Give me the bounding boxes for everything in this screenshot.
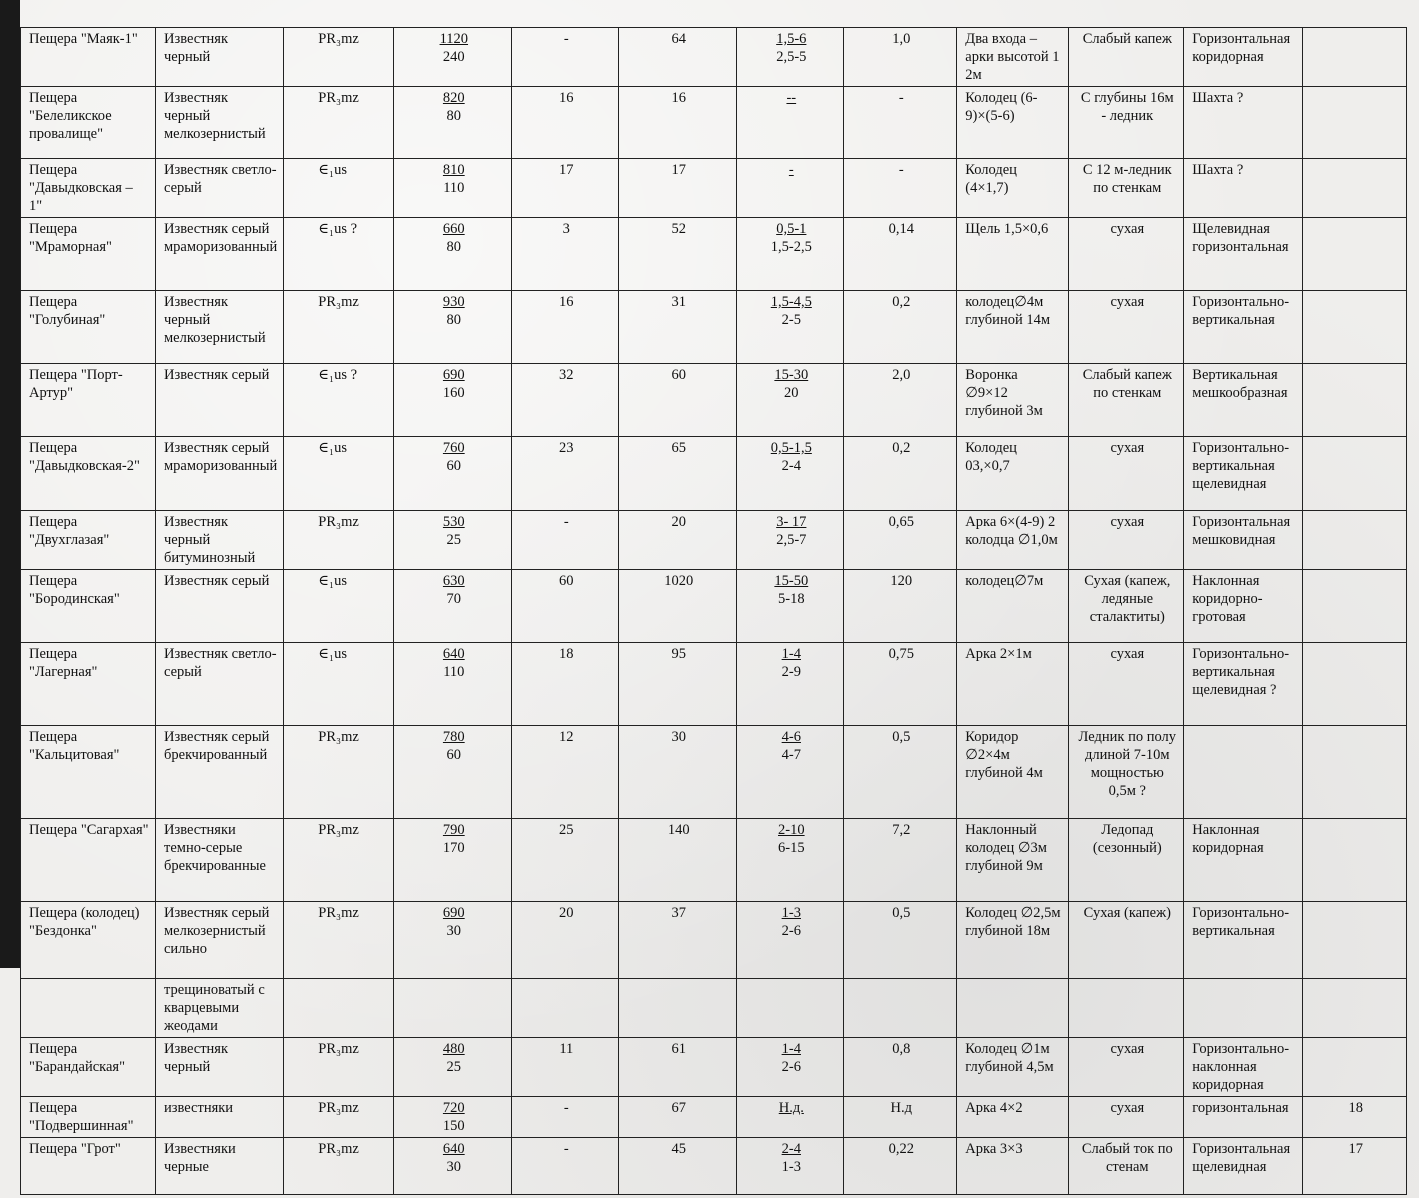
rock-cell: Известняк черный мелкозернистый xyxy=(156,87,284,159)
age-cell: PR₃mz xyxy=(284,1097,394,1138)
area-cell: 0,5 xyxy=(844,726,957,819)
age-cell: ∈₁us xyxy=(284,159,394,218)
table-row xyxy=(21,364,1407,437)
extra-cell: 18 xyxy=(1303,1097,1407,1138)
entrance-cell: колодец∅7м xyxy=(957,570,1069,643)
cave-type-cell: Горизонтально-наклонная коридорная xyxy=(1184,1038,1303,1097)
cave-type-cell: горизонтальная xyxy=(1184,1097,1303,1138)
water-cell: сухая xyxy=(1069,511,1184,570)
width-height-cell xyxy=(737,437,844,511)
height-value: 20 xyxy=(784,385,799,401)
entrance-cell: Колодец 03,×0,7 xyxy=(957,437,1069,511)
area-cell: 120 xyxy=(844,570,957,643)
extra-cell xyxy=(1303,159,1407,218)
rock-cell: Известняк черный xyxy=(156,1038,284,1097)
width-value: 15-30 xyxy=(774,367,809,383)
cave-type-cell xyxy=(1184,979,1303,1038)
table-row xyxy=(21,87,1407,159)
width-height-cell xyxy=(737,1097,844,1138)
length-cell: 64 xyxy=(619,28,737,87)
length-cell: 1020 xyxy=(619,570,737,643)
depth-cell: 11 xyxy=(512,1038,619,1097)
area-cell: Н.д xyxy=(844,1097,957,1138)
extra-cell xyxy=(1303,643,1407,726)
age-cell: ∈₁us ? xyxy=(284,218,394,291)
table-row xyxy=(21,159,1407,218)
width-height-cell xyxy=(737,979,844,1038)
width-height-cell xyxy=(737,87,844,159)
water-cell: сухая xyxy=(1069,643,1184,726)
length-cell: 45 xyxy=(619,1138,737,1195)
table-row xyxy=(21,902,1407,979)
extra-cell xyxy=(1303,218,1407,291)
rock-cell: трещиноватый с кварцевыми жеодами xyxy=(156,979,284,1038)
water-cell: С глубины 16м - ледник xyxy=(1069,87,1184,159)
length-cell: 37 xyxy=(619,902,737,979)
height-value: 2-4 xyxy=(781,458,801,474)
entrance-cell: Колодец ∅1м глубиной 4,5м xyxy=(957,1038,1069,1097)
table-row xyxy=(21,643,1407,726)
width-height-cell xyxy=(737,726,844,819)
altitude-abs: 820 xyxy=(442,90,465,106)
length-cell: 61 xyxy=(619,1038,737,1097)
table-row xyxy=(21,1097,1407,1138)
area-cell: 2,0 xyxy=(844,364,957,437)
entrance-cell xyxy=(957,979,1069,1038)
water-cell: сухая xyxy=(1069,1097,1184,1138)
length-cell: 20 xyxy=(619,511,737,570)
cave-name-cell: Пещера "Голубиная" xyxy=(21,291,156,364)
altitude-abs: 780 xyxy=(442,729,465,745)
table-row xyxy=(21,1138,1407,1195)
length-cell: 67 xyxy=(619,1097,737,1138)
width-value: - xyxy=(788,162,794,178)
water-cell: Сухая (капеж) xyxy=(1069,902,1184,979)
cave-name-cell: Пещера (колодец) "Бездонка" xyxy=(21,902,156,979)
altitude-abs: 630 xyxy=(442,573,465,589)
cave-name-cell: Пещера "Двухглазая" xyxy=(21,511,156,570)
altitude-abs: 760 xyxy=(442,440,465,456)
rock-cell: Известняк серый мелкозернистый сильно xyxy=(156,902,284,979)
area-cell: 0,65 xyxy=(844,511,957,570)
cave-type-cell: Наклонная коридорно-гротовая xyxy=(1184,570,1303,643)
width-height-cell xyxy=(737,1138,844,1195)
altitude-cell xyxy=(394,1097,512,1138)
cave-type-cell xyxy=(1184,726,1303,819)
rock-cell: Известняк серый брекчированный xyxy=(156,726,284,819)
height-value: 6-15 xyxy=(778,840,805,856)
extra-cell xyxy=(1303,1038,1407,1097)
cave-type-cell: Горизонтально-вертикальная щелевидная xyxy=(1184,437,1303,511)
water-cell: Сухая (капеж, ледяные сталактиты) xyxy=(1069,570,1184,643)
width-height-cell xyxy=(737,902,844,979)
table-row xyxy=(21,218,1407,291)
rock-cell: Известняки черные xyxy=(156,1138,284,1195)
extra-cell xyxy=(1303,902,1407,979)
altitude-rel: 60 xyxy=(446,458,462,474)
cave-name-cell: Пещера "Мраморная" xyxy=(21,218,156,291)
depth-cell: 23 xyxy=(512,437,619,511)
depth-cell xyxy=(512,979,619,1038)
extra-cell: 17 xyxy=(1303,1138,1407,1195)
extra-cell xyxy=(1303,28,1407,87)
altitude-abs: 530 xyxy=(442,514,465,530)
width-value: 2-4 xyxy=(781,1141,801,1157)
height-value: 2-9 xyxy=(781,664,801,680)
age-cell xyxy=(284,979,394,1038)
rock-cell: Известняк черный мелкозернистый xyxy=(156,291,284,364)
age-cell: PR₃mz xyxy=(284,726,394,819)
width-value: 1-4 xyxy=(781,646,801,662)
altitude-rel: 240 xyxy=(442,49,465,65)
cave-name-cell: Пещера "Кальцитовая" xyxy=(21,726,156,819)
area-cell: 0,2 xyxy=(844,291,957,364)
altitude-abs: 1120 xyxy=(439,31,469,47)
rock-cell: Известняк черный xyxy=(156,28,284,87)
cave-name-cell: Пещера "Давыдковская – 1" xyxy=(21,159,156,218)
depth-cell: - xyxy=(512,511,619,570)
area-cell: 0,14 xyxy=(844,218,957,291)
length-cell xyxy=(619,979,737,1038)
water-cell: Ледопад (сезонный) xyxy=(1069,819,1184,902)
height-value: 5-18 xyxy=(778,591,805,607)
altitude-rel: 80 xyxy=(446,312,462,328)
altitude-abs: 790 xyxy=(442,822,465,838)
depth-cell: - xyxy=(512,1097,619,1138)
height-value: 2-6 xyxy=(781,1059,801,1075)
area-cell xyxy=(844,979,957,1038)
age-cell: PR₃mz xyxy=(284,291,394,364)
depth-cell: - xyxy=(512,28,619,87)
cave-name-cell: Пещера "Грот" xyxy=(21,1138,156,1195)
area-cell: - xyxy=(844,87,957,159)
cave-type-cell: Горизонтально-вертикальная xyxy=(1184,902,1303,979)
entrance-cell: Колодец (6-9)×(5-6) xyxy=(957,87,1069,159)
extra-cell xyxy=(1303,570,1407,643)
altitude-cell xyxy=(394,28,512,87)
entrance-cell: Коридор ∅2×4м глубиной 4м xyxy=(957,726,1069,819)
altitude-cell xyxy=(394,159,512,218)
height-value: 2,5-5 xyxy=(776,49,807,65)
depth-cell: 25 xyxy=(512,819,619,902)
depth-cell: 16 xyxy=(512,291,619,364)
altitude-cell xyxy=(394,437,512,511)
table-row xyxy=(21,291,1407,364)
height-value: 1,5-2,5 xyxy=(770,239,812,255)
entrance-cell: Два входа – арки высотой 1 2м xyxy=(957,28,1069,87)
width-value: 1-3 xyxy=(781,905,801,921)
cave-name-cell: Пещера "Бородинская" xyxy=(21,570,156,643)
cave-name-cell: Пещера "Лагерная" xyxy=(21,643,156,726)
length-cell: 17 xyxy=(619,159,737,218)
entrance-cell: Наклонный колодец ∅3м глубиной 9м xyxy=(957,819,1069,902)
width-height-cell xyxy=(737,1038,844,1097)
area-cell: 7,2 xyxy=(844,819,957,902)
altitude-abs: 720 xyxy=(442,1100,465,1116)
age-cell: PR₃mz xyxy=(284,511,394,570)
height-value: 1-3 xyxy=(781,1159,801,1175)
width-height-cell xyxy=(737,291,844,364)
cave-name-cell: Пещера "Порт-Артур" xyxy=(21,364,156,437)
cave-name-cell: Пещера "Белеликское провалище" xyxy=(21,87,156,159)
width-height-cell xyxy=(737,643,844,726)
altitude-abs: 690 xyxy=(442,905,465,921)
rock-cell: Известняк серый мраморизованный xyxy=(156,437,284,511)
table-row xyxy=(21,28,1407,87)
width-value: 2-10 xyxy=(778,822,805,838)
altitude-rel: 30 xyxy=(446,923,462,939)
altitude-cell xyxy=(394,1038,512,1097)
altitude-abs: 640 xyxy=(442,1141,465,1157)
rock-cell: Известняк серый мраморизованный xyxy=(156,218,284,291)
entrance-cell: Воронка ∅9×12 глубиной 3м xyxy=(957,364,1069,437)
width-height-cell xyxy=(737,28,844,87)
entrance-cell: Колодец ∅2,5м глубиной 18м xyxy=(957,902,1069,979)
width-value: -- xyxy=(786,90,797,106)
water-cell xyxy=(1069,979,1184,1038)
altitude-rel: 25 xyxy=(446,1059,462,1075)
depth-cell: 12 xyxy=(512,726,619,819)
cave-name-cell: Пещера "Барандайская" xyxy=(21,1038,156,1097)
extra-cell xyxy=(1303,437,1407,511)
entrance-cell: Колодец (4×1,7) xyxy=(957,159,1069,218)
depth-cell: - xyxy=(512,1138,619,1195)
altitude-cell xyxy=(394,511,512,570)
altitude-rel: 25 xyxy=(446,532,462,548)
length-cell: 31 xyxy=(619,291,737,364)
width-value: 1,5-6 xyxy=(776,31,807,47)
altitude-cell xyxy=(394,87,512,159)
cave-type-cell: Горизонтальная мешковидная xyxy=(1184,511,1303,570)
water-cell: сухая xyxy=(1069,291,1184,364)
width-height-cell xyxy=(737,159,844,218)
width-value: 3- 17 xyxy=(776,514,807,530)
water-cell: Слабый капеж по стенкам xyxy=(1069,364,1184,437)
width-value: 0,5-1 xyxy=(776,221,807,237)
depth-cell: 60 xyxy=(512,570,619,643)
height-value: 2-5 xyxy=(781,312,801,328)
altitude-abs: 690 xyxy=(442,367,465,383)
cave-name-cell xyxy=(21,979,156,1038)
rock-cell: известняки xyxy=(156,1097,284,1138)
cave-name-cell: Пещера "Маяк-1" xyxy=(21,28,156,87)
table-row xyxy=(21,570,1407,643)
altitude-cell xyxy=(394,819,512,902)
extra-cell xyxy=(1303,511,1407,570)
cave-name-cell: Пещера "Давыдковская-2" xyxy=(21,437,156,511)
entrance-cell: колодец∅4м глубиной 14м xyxy=(957,291,1069,364)
width-value: 4-6 xyxy=(781,729,801,745)
altitude-cell xyxy=(394,902,512,979)
area-cell: 0,5 xyxy=(844,902,957,979)
width-value: 1-4 xyxy=(781,1041,801,1057)
area-cell: 0,75 xyxy=(844,643,957,726)
entrance-cell: Арка 4×2 xyxy=(957,1097,1069,1138)
extra-cell xyxy=(1303,364,1407,437)
depth-cell: 20 xyxy=(512,902,619,979)
width-value: 0,5-1,5 xyxy=(770,440,812,456)
altitude-rel: 60 xyxy=(446,747,462,763)
altitude-rel: 70 xyxy=(446,591,462,607)
altitude-abs: 640 xyxy=(442,646,465,662)
water-cell: сухая xyxy=(1069,218,1184,291)
altitude-rel: 150 xyxy=(442,1118,465,1134)
altitude-cell xyxy=(394,291,512,364)
depth-cell: 16 xyxy=(512,87,619,159)
width-value: 1,5-4,5 xyxy=(770,294,812,310)
age-cell: ∈₁us ? xyxy=(284,364,394,437)
altitude-abs: 810 xyxy=(442,162,465,178)
cave-type-cell: Горизонтальная щелевидная xyxy=(1184,1138,1303,1195)
rock-cell: Известняк черный битуминозный xyxy=(156,511,284,570)
altitude-cell xyxy=(394,726,512,819)
area-cell: 0,8 xyxy=(844,1038,957,1097)
altitude-cell xyxy=(394,979,512,1038)
width-height-cell xyxy=(737,364,844,437)
length-cell: 60 xyxy=(619,364,737,437)
depth-cell: 32 xyxy=(512,364,619,437)
entrance-cell: Арка 2×1м xyxy=(957,643,1069,726)
rock-cell: Известняк серый xyxy=(156,570,284,643)
area-cell: - xyxy=(844,159,957,218)
entrance-cell: Арка 3×3 xyxy=(957,1138,1069,1195)
cave-name-cell: Пещера "Сагархая" xyxy=(21,819,156,902)
length-cell: 30 xyxy=(619,726,737,819)
rock-cell: Известняк светло-серый xyxy=(156,643,284,726)
age-cell: PR₃mz xyxy=(284,28,394,87)
altitude-cell xyxy=(394,1138,512,1195)
altitude-rel: 110 xyxy=(443,180,465,196)
water-cell: Слабый капеж xyxy=(1069,28,1184,87)
altitude-abs: 930 xyxy=(442,294,465,310)
age-cell: ∈₁us xyxy=(284,643,394,726)
cave-type-cell: Вертикальная мешкообразная xyxy=(1184,364,1303,437)
altitude-rel: 80 xyxy=(446,239,462,255)
table-row xyxy=(21,819,1407,902)
age-cell: ∈₁us xyxy=(284,570,394,643)
altitude-abs: 480 xyxy=(442,1041,465,1057)
width-height-cell xyxy=(737,511,844,570)
rock-cell: Известняк серый xyxy=(156,364,284,437)
width-height-cell xyxy=(737,819,844,902)
extra-cell xyxy=(1303,726,1407,819)
age-cell: PR₃mz xyxy=(284,819,394,902)
height-value: 2,5-7 xyxy=(776,532,807,548)
altitude-rel: 170 xyxy=(442,840,465,856)
extra-cell xyxy=(1303,819,1407,902)
area-cell: 0,22 xyxy=(844,1138,957,1195)
cave-type-cell: Шахта ? xyxy=(1184,87,1303,159)
age-cell: PR₃mz xyxy=(284,1038,394,1097)
altitude-cell xyxy=(394,218,512,291)
extra-cell xyxy=(1303,87,1407,159)
length-cell: 140 xyxy=(619,819,737,902)
extra-cell xyxy=(1303,979,1407,1038)
height-value: 2-6 xyxy=(781,923,801,939)
altitude-cell xyxy=(394,364,512,437)
entrance-cell: Щель 1,5×0,6 xyxy=(957,218,1069,291)
water-cell: С 12 м-ледник по стенкам xyxy=(1069,159,1184,218)
altitude-cell xyxy=(394,643,512,726)
length-cell: 65 xyxy=(619,437,737,511)
caves-table xyxy=(20,27,1407,1195)
altitude-rel: 80 xyxy=(446,108,462,124)
table-row xyxy=(21,511,1407,570)
water-cell: Слабый ток по стенам xyxy=(1069,1138,1184,1195)
cave-type-cell: Шахта ? xyxy=(1184,159,1303,218)
age-cell: PR₃mz xyxy=(284,1138,394,1195)
altitude-rel: 30 xyxy=(446,1159,462,1175)
table-row xyxy=(21,726,1407,819)
age-cell: ∈₁us xyxy=(284,437,394,511)
cave-type-cell: Щелевидная горизонтальная xyxy=(1184,218,1303,291)
extra-cell xyxy=(1303,291,1407,364)
cave-name-cell: Пещера "Подвершинная" xyxy=(21,1097,156,1138)
length-cell: 52 xyxy=(619,218,737,291)
table-row xyxy=(21,1038,1407,1097)
width-height-cell xyxy=(737,218,844,291)
height-value: 4-7 xyxy=(781,747,801,763)
area-cell: 0,2 xyxy=(844,437,957,511)
rock-cell: Известняк светло-серый xyxy=(156,159,284,218)
depth-cell: 17 xyxy=(512,159,619,218)
water-cell: сухая xyxy=(1069,437,1184,511)
altitude-abs: 660 xyxy=(442,221,465,237)
scan-edge-shadow xyxy=(0,0,20,968)
width-value: Н.д. xyxy=(778,1100,804,1116)
depth-cell: 3 xyxy=(512,218,619,291)
cave-type-cell: Горизонтально-вертикальная xyxy=(1184,291,1303,364)
length-cell: 16 xyxy=(619,87,737,159)
altitude-rel: 110 xyxy=(443,664,465,680)
entrance-cell: Арка 6×(4-9) 2 колодца ∅1,0м xyxy=(957,511,1069,570)
cave-type-cell: Горизонтально-вертикальная щелевидная ? xyxy=(1184,643,1303,726)
age-cell: PR₃mz xyxy=(284,87,394,159)
cave-type-cell: Горизонтальная коридорная xyxy=(1184,28,1303,87)
depth-cell: 18 xyxy=(512,643,619,726)
altitude-rel: 160 xyxy=(442,385,465,401)
rock-cell: Известняки темно-серые брекчированные xyxy=(156,819,284,902)
table-row xyxy=(21,437,1407,511)
width-height-cell xyxy=(737,570,844,643)
altitude-cell xyxy=(394,570,512,643)
area-cell: 1,0 xyxy=(844,28,957,87)
water-cell: сухая xyxy=(1069,1038,1184,1097)
table-row xyxy=(21,979,1407,1038)
width-value: 15-50 xyxy=(774,573,809,589)
age-cell: PR₃mz xyxy=(284,902,394,979)
length-cell: 95 xyxy=(619,643,737,726)
cave-type-cell: Наклонная коридорная xyxy=(1184,819,1303,902)
water-cell: Ледник по полу длиной 7-10м мощностью 0,5м ? xyxy=(1069,726,1184,819)
